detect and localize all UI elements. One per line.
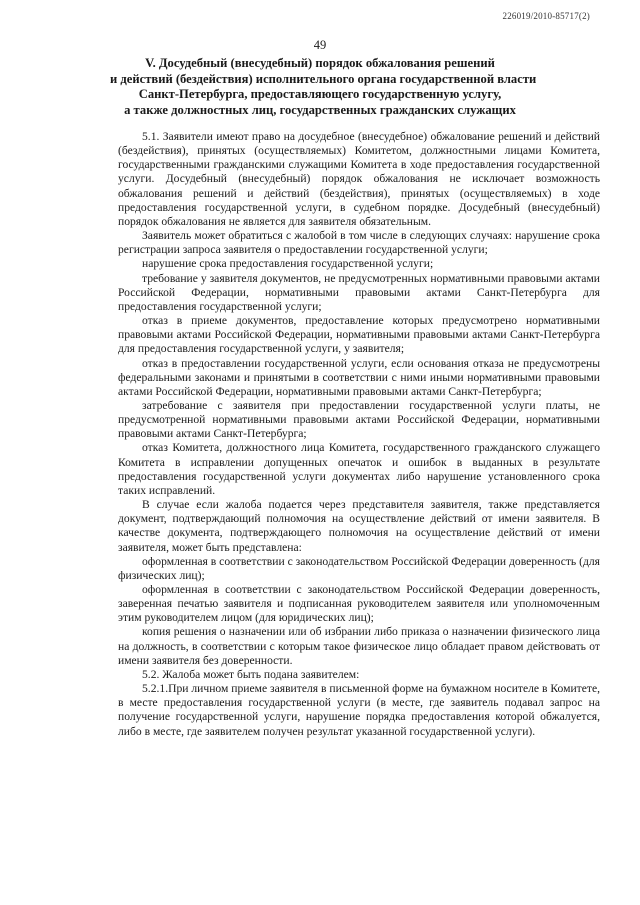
paragraph: В случае если жалоба подается через представителя заявителя, также представляется документ, подтверждающий полномочия на осуществление действий от имени заявителя. В качестве документа, подтверждающего полномочия на осуществление действий от имени заявителя, может быть представлена: [118, 498, 600, 554]
paragraph: Заявитель может обратиться с жалобой в том числе в следующих случаях: нарушение срока регистрации запроса заявителя о предоставлении государственной услуги; [118, 229, 600, 257]
paragraph: отказ Комитета, должностного лица Комитета, государственного гражданского служащего Комитета в исправлении допущенных опечаток и ошибок в выданных в результате предоставления государственной услуги документах либо нарушение установленного срока таких исправлений. [118, 441, 600, 497]
paragraph: 5.2.1.При личном приеме заявителя в письменной форме на бумажном носителе в Комитете, в месте предоставления государственной услуги (в месте, где заявитель подавал запрос на получение государственной услуги, нарушение порядка предоставления которой обжалуется, либо в месте, где заявителем получен результат указанной государственной услуги). [118, 682, 600, 738]
paragraph: копия решения о назначении или об избрании либо приказа о назначении физического лица на должность, в соответствии с которым такое физическое лицо обладает правом действовать от имени заявителя без доверенности. [118, 625, 600, 667]
document-body [118, 130, 600, 739]
paragraph: 5.1. Заявители имеют право на досудебное (внесудебное) обжалование решений и действий (бездействия), принятых (осуществляемых) Комитетом, должностными лицами Комитета, государственными гражданскими служащими Комитета в ходе предоставления государственной услуги. Досудебный (внесудебный) порядок обжалования не исключает возможность обжалования решений и действий (бездействия), принятых (осуществляемых) в ходе предоставления государственной услуги, в судебном порядке. Досудебный (внесудебный) порядок обжалования не является для заявителя обязательным. [118, 130, 600, 228]
paragraph: затребование с заявителя при предоставлении государственной услуги платы, не предусмотренной нормативными правовыми актами Российской Федерации, нормативными правовыми актами Санкт-Петербурга; [118, 398, 600, 441]
paragraph: отказ в приеме документов, предоставление которых предусмотрено нормативными правовыми актами Российской Федерации, нормативными правовыми актами Санкт-Петербурга для предоставления государственной услуги, у заявителя; [118, 314, 600, 356]
page-number: 49 [313, 38, 327, 52]
section-title-line: Санкт-Петербурга, предоставляющего государственную услугу, [138, 87, 502, 101]
section-title-line: и действий (бездействия) исполнительного органа государственной власти [110, 71, 537, 86]
paragraph: нарушение срока предоставления государственной услуги; [142, 257, 434, 271]
section-title-line: V. Досудебный (внесудебный) порядок обжалования решений [145, 56, 495, 70]
paragraph: 5.2. Жалоба может быть подана заявителем: [142, 667, 360, 681]
paragraph: требование у заявителя документов, не предусмотренных нормативными правовыми актами Российской Федерации, нормативными правовыми актами Санкт-Петербурга для предоставления государственной услуги; [118, 271, 600, 313]
paragraph: оформленная в соответствии с законодательством Российской Федерации доверенность (для физических лиц); [118, 554, 600, 582]
paragraph: отказ в предоставлении государственной услуги, если основания отказа не предусмотрены федеральными законами и принятыми в соответствии с ними иными нормативными правовыми актами Российской Федерации, нормативными правовыми актами Санкт-Петербурга; [118, 356, 600, 398]
section-title [110, 56, 537, 118]
section-title-line: а также должностных лиц, государственных гражданских служащих [124, 102, 516, 117]
document-registration-code: 226019/2010-85717(2) [502, 11, 590, 21]
paragraph: оформленная в соответствии с законодательством Российской Федерации доверенность, заверенная печатью заявителя и подписанная руководителем заявителя или уполномоченным этим руководителем лицом (для юридических лиц); [118, 583, 600, 625]
